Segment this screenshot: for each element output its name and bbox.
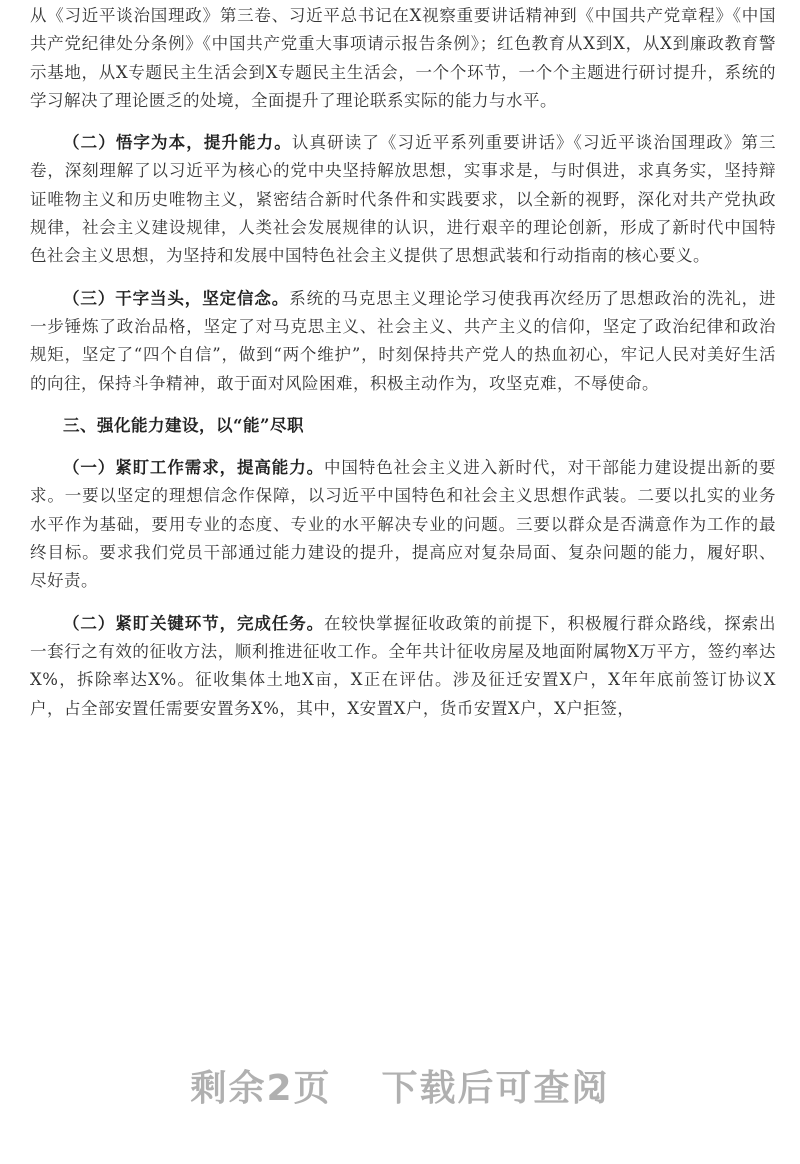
remaining-pages-label: 剩余2页 <box>190 1068 332 1109</box>
download-prompt-label: 下载后可查阅 <box>381 1068 610 1109</box>
paragraph-text: 认真研读了《习近平系列重要讲话》《习近平谈治国理政》第三卷，深刻理解了以习近平为核心的党中央坚持解放思想，实事求是，与时俱进，求真务实，坚持辩证唯物主义和历史唯物主义，紧密结合新时代条件和实践要求，以全新的视野，深化对共产党执政规律，社会主义建设规律，人类社会发展规律的认识，进行艰辛的理论创新，形成了新时代中国特色社会主义思想，为坚持和发展中国特色社会主义提供了思想武装和行动指南的核心要义。 <box>30 133 777 266</box>
paragraph-lead: （二）悟字为本，提升能力。 <box>63 133 292 153</box>
paragraph-text: 系统的马克思主义理论学习使我再次经历了思想政治的洗礼，进一步锤炼了政治品格，坚定了对马克思主义、社会主义、共产主义的信仰，坚定了政治纪律和政治规矩，坚定了“四个自信”，做到“两个维护”，时刻保持共产党人的热血初心，牢记人民对美好生活的向往，保持斗争精神，敢于面对风险困难，积极主动作为，攻坚克难，不辱使命。 <box>30 288 777 393</box>
paragraph-text: 中国特色社会主义进入新时代，对干部能力建设提出新的要求。一要以坚定的理想信念作保障，以习近平中国特色和社会主义思想作武装。二要以扎实的业务水平作为基础，要用专业的态度、专业的水平解决专业的问题。三要以群众是否满意作为工作的最终目标。要求我们党员干部通过能力建设的提升，提高应对复杂局面、复杂问题的能力，履好职、尽好责。 <box>30 458 777 591</box>
download-banner[interactable] <box>0 1060 800 1111</box>
paragraph-work-needs <box>30 454 776 595</box>
paragraph-conviction <box>30 285 776 398</box>
paragraph-text: 在较快掌握征收政策的前提下，积极履行群众路线，探索出一套行之有效的征收方法，顺利推进征收工作。全年共计征收房屋及地面附属物X万平方，签约率达X%，拆除率达X%。征收集体土地X亩，X正在评估。涉及征迁安置X户，X年年底前签订协议X户，占全部安置任需要安置务X%，其中，X安置X户，货币安置X户，X户拒签， <box>30 613 777 718</box>
paragraph-lead: （二）紧盯关键环节，完成任务。 <box>63 613 324 633</box>
paragraph-understanding <box>30 129 776 270</box>
document-body <box>30 2 776 737</box>
paragraph-lead: （三）干字当头，坚定信念。 <box>63 288 290 308</box>
paragraph-continued <box>30 2 776 115</box>
section-heading: 三、强化能力建设，以“能”尽职 <box>63 415 304 435</box>
paragraph-lead: （一）紧盯工作需求，提高能力。 <box>63 458 324 478</box>
paragraph-text: 从《习近平谈治国理政》第三卷、习近平总书记在X视察重要讲话精神到《中国共产党章程》《中国共产党纪律处分条例》《中国共产党重大事项请示报告条例》；红色教育从X到X，从X到廉政教育警示基地，从X专题民主生活会到X专题民主生活会，一个个环节，一个个主题进行研讨提升，系统的学习解决了理论匮乏的处境，全面提升了理论联系实际的能力与水平。 <box>30 6 776 110</box>
paragraph-key-links <box>30 610 776 723</box>
